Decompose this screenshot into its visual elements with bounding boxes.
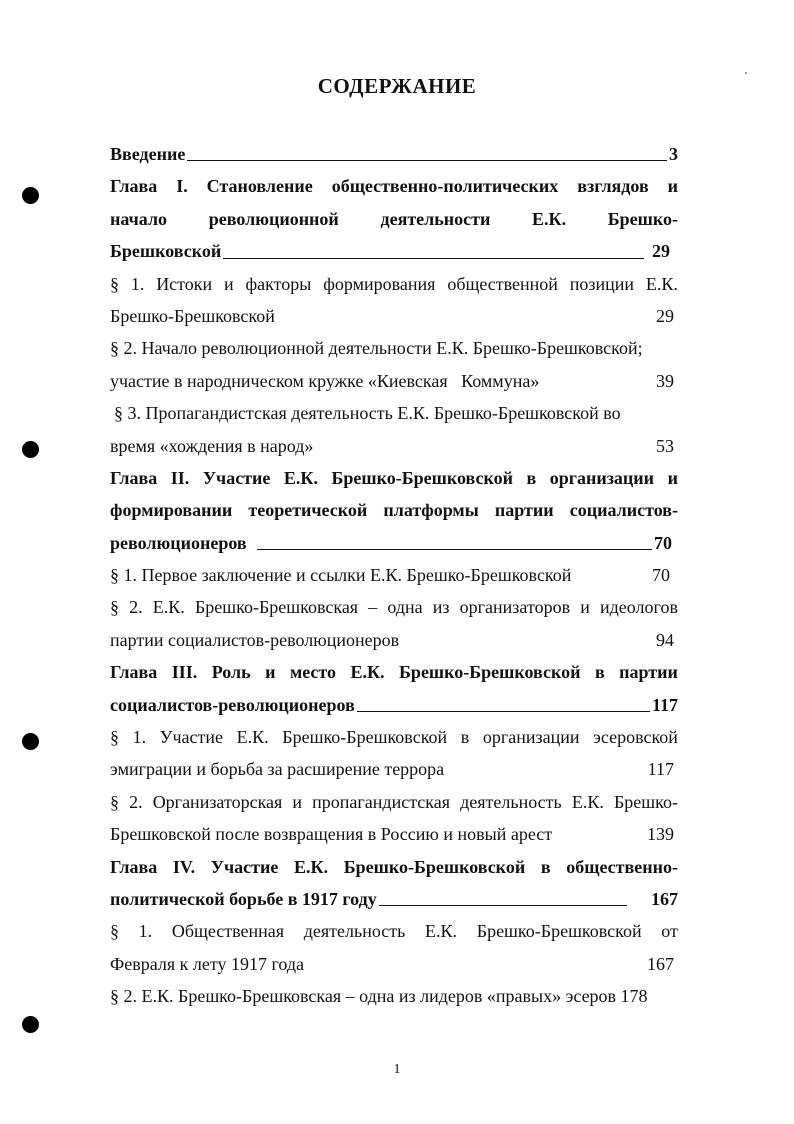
word: Участие xyxy=(210,856,279,877)
word: платформы xyxy=(383,500,479,521)
word: Е.К. xyxy=(532,208,567,229)
toc-ch1-line1[interactable] xyxy=(110,170,678,202)
toc-entry-page: 39 xyxy=(656,370,674,391)
leader-rule xyxy=(257,549,652,550)
toc-ch1-s2-line1[interactable] xyxy=(110,332,678,364)
word: Е.К. xyxy=(236,727,269,748)
word: § xyxy=(110,273,119,294)
word: Е.К. xyxy=(294,856,329,877)
word: начало xyxy=(110,208,168,229)
word: организаторов xyxy=(459,597,571,618)
leader-rule xyxy=(379,905,627,906)
word: Е.К. xyxy=(283,467,318,488)
word: Брешко-Брешковская xyxy=(194,597,359,618)
word: теоретической xyxy=(248,500,368,521)
toc-ch2-tail: революционеров xyxy=(110,532,247,553)
toc-entry-text: § 2. Е.К. Брешко-Брешковская – одна из лидеров «правых» эсеров 178 xyxy=(110,986,648,1007)
page-number: 1 xyxy=(393,1062,401,1077)
page-title: СОДЕРЖАНИЕ xyxy=(317,74,477,98)
word: Брешко-Брешковской xyxy=(399,662,581,683)
word: идеологов xyxy=(600,597,678,618)
word: Брешко- xyxy=(613,791,678,812)
toc-entry-text: Брешковской после возвращения в Россию и новый арест xyxy=(110,824,553,845)
toc-entry-text: § 2. Начало революционной деятельности Е.К. Брешко-Брешковской; xyxy=(110,338,643,359)
word: Становление xyxy=(206,176,313,197)
word: социалистов- xyxy=(569,500,678,521)
word: общественно-политических xyxy=(331,176,559,197)
punch-hole-3 xyxy=(22,733,39,750)
word: I. xyxy=(176,176,188,197)
word: II. xyxy=(170,467,190,488)
word: Общественная xyxy=(171,921,285,942)
toc-ch3-s2-line2[interactable] xyxy=(110,818,678,850)
toc-intro-label: Введение xyxy=(110,144,186,164)
toc-ch3-page: 117 xyxy=(651,694,678,715)
word: III. xyxy=(171,662,198,683)
leader-rule xyxy=(357,711,650,712)
word: общественной xyxy=(447,273,558,294)
toc-ch1-line2[interactable] xyxy=(110,203,678,235)
word: деятельность xyxy=(303,921,406,942)
word: от xyxy=(661,921,678,942)
word: Брешко-Брешковской xyxy=(331,467,513,488)
word: формирования xyxy=(323,273,436,294)
toc-ch3-line1[interactable] xyxy=(110,656,678,688)
toc-ch4-line2[interactable] xyxy=(110,883,678,915)
word: Брешко-Брешковской xyxy=(343,856,526,877)
toc-ch2-page: 70 xyxy=(654,532,672,553)
toc-entry-page: 94 xyxy=(656,629,674,650)
word: Глава xyxy=(110,467,158,488)
leader-rule xyxy=(223,258,644,259)
toc-ch2-s2-line1[interactable] xyxy=(110,591,678,623)
toc-entry-page: 70 xyxy=(652,565,670,586)
toc-entry-page: 139 xyxy=(647,824,674,845)
toc-entry-text: § 1. Первое заключение и ссылки Е.К. Брешко-Брешковской xyxy=(110,565,572,586)
word: деятельности xyxy=(380,208,491,229)
word: партии xyxy=(619,662,678,683)
toc-entry-page: 167 xyxy=(647,953,674,974)
word: и xyxy=(580,597,590,618)
toc-ch1-s1-line1[interactable] xyxy=(110,268,678,300)
toc-ch3-s2-line1[interactable] xyxy=(110,786,678,818)
toc-ch1-tail: Брешковской xyxy=(110,241,222,262)
table-of-contents xyxy=(110,138,678,1013)
toc-ch4-tail: политической борьбе в 1917 году xyxy=(110,888,377,909)
toc-ch3-s1-line2[interactable] xyxy=(110,753,678,785)
toc-ch4-line1[interactable] xyxy=(110,851,678,883)
punch-hole-2 xyxy=(22,441,39,458)
toc-entry-text: Февраля к лету 1917 года xyxy=(110,953,305,974)
word: в xyxy=(594,662,605,683)
word: 1. xyxy=(132,727,147,748)
word: и xyxy=(292,791,303,812)
word: § xyxy=(110,597,119,618)
word: Е.К. xyxy=(645,273,678,294)
word: 2. xyxy=(129,597,143,618)
toc-entry-page: 29 xyxy=(656,305,674,326)
toc-ch4-page: 167 xyxy=(651,888,678,909)
word: Глава xyxy=(110,856,158,877)
word: § xyxy=(110,791,119,812)
toc-ch3-tail: социалистов-революционеров xyxy=(110,694,355,715)
word: в xyxy=(526,467,537,488)
toc-entry-text: время «хождения в народ» xyxy=(110,435,314,456)
toc-ch1-s3-line1[interactable] xyxy=(110,397,678,429)
toc-entry-text: эмиграции и борьба за расширение террора xyxy=(110,759,445,780)
toc-entry-text: § 3. Пропагандистская деятельность Е.К. Брешко-Брешковской во xyxy=(114,403,621,424)
word: Организаторская xyxy=(152,791,283,812)
word: Глава xyxy=(110,176,158,197)
word: из xyxy=(432,597,450,618)
word: организации xyxy=(549,467,655,488)
word: Глава xyxy=(110,662,158,683)
word: Е.К. xyxy=(350,662,385,683)
toc-ch2-s2-line2[interactable] xyxy=(110,624,678,656)
toc-entry-page: 117 xyxy=(647,759,674,780)
word: 2. xyxy=(129,791,143,812)
toc-ch2-s1[interactable] xyxy=(110,559,678,591)
word: 1. xyxy=(130,273,145,294)
word: Истоки xyxy=(156,273,213,294)
word: и xyxy=(667,176,678,197)
toc-ch2-line1[interactable] xyxy=(110,462,678,494)
word: и xyxy=(667,467,678,488)
word: Брешко-Брешковской xyxy=(476,921,642,942)
toc-ch1-s2-line2[interactable] xyxy=(110,365,678,397)
toc-ch1-line3[interactable] xyxy=(110,235,678,267)
toc-ch1-s1-line2[interactable] xyxy=(110,300,678,332)
word: взглядов xyxy=(577,176,649,197)
word: революционной xyxy=(208,208,339,229)
word: в xyxy=(460,727,470,748)
punch-hole-1 xyxy=(22,187,39,204)
toc-ch3-line2[interactable] xyxy=(110,689,678,721)
word: Брешко- xyxy=(607,208,678,229)
toc-ch1-s3-line2[interactable] xyxy=(110,430,678,462)
word: позиции xyxy=(569,273,635,294)
toc-entry-text: Брешко-Брешковской xyxy=(110,305,275,326)
word: общественно- xyxy=(566,856,678,877)
toc-ch1-page: 29 xyxy=(652,241,670,262)
toc-ch4-s1-line1[interactable] xyxy=(110,915,678,947)
word: Брешко-Брешковской xyxy=(282,727,448,748)
word: – xyxy=(368,597,378,618)
word: и xyxy=(265,662,276,683)
word: факторы xyxy=(245,273,312,294)
toc-ch3-s1-line1[interactable] xyxy=(110,721,678,753)
word: партии xyxy=(494,500,554,521)
word: Роль xyxy=(211,662,251,683)
word: в xyxy=(540,856,551,877)
word: одна xyxy=(387,597,423,618)
word: § xyxy=(110,727,119,748)
word: и xyxy=(224,273,234,294)
toc-ch4-s2[interactable] xyxy=(110,980,678,1012)
word: деятельность xyxy=(460,791,562,812)
word: Е.К. xyxy=(425,921,458,942)
toc-entry-text: участие в народническом кружке «Киевская Коммуна» xyxy=(110,370,540,391)
punch-hole-4 xyxy=(22,1016,39,1033)
word: IV. xyxy=(172,856,196,877)
toc-ch2-line3[interactable] xyxy=(110,527,678,559)
word: Е.К. xyxy=(152,597,185,618)
word: Е.К. xyxy=(571,791,604,812)
word: § xyxy=(110,921,119,942)
toc-entry-text: партии социалистов-революционеров xyxy=(110,629,400,650)
word: пропагандистская xyxy=(312,791,451,812)
toc-entry-page: 53 xyxy=(656,435,674,456)
word: Участие xyxy=(202,467,271,488)
word: Участие xyxy=(159,727,224,748)
word: организации xyxy=(482,727,580,748)
toc-ch2-line2[interactable] xyxy=(110,494,678,526)
word: 1. xyxy=(138,921,153,942)
toc-intro-page: 3 xyxy=(669,144,678,164)
toc-intro[interactable] xyxy=(110,138,678,170)
leader-rule xyxy=(187,160,667,161)
toc-ch4-s1-line2[interactable] xyxy=(110,948,678,980)
word: место xyxy=(289,662,337,683)
word: формировании xyxy=(110,500,233,521)
word: эсеровской xyxy=(593,727,678,748)
